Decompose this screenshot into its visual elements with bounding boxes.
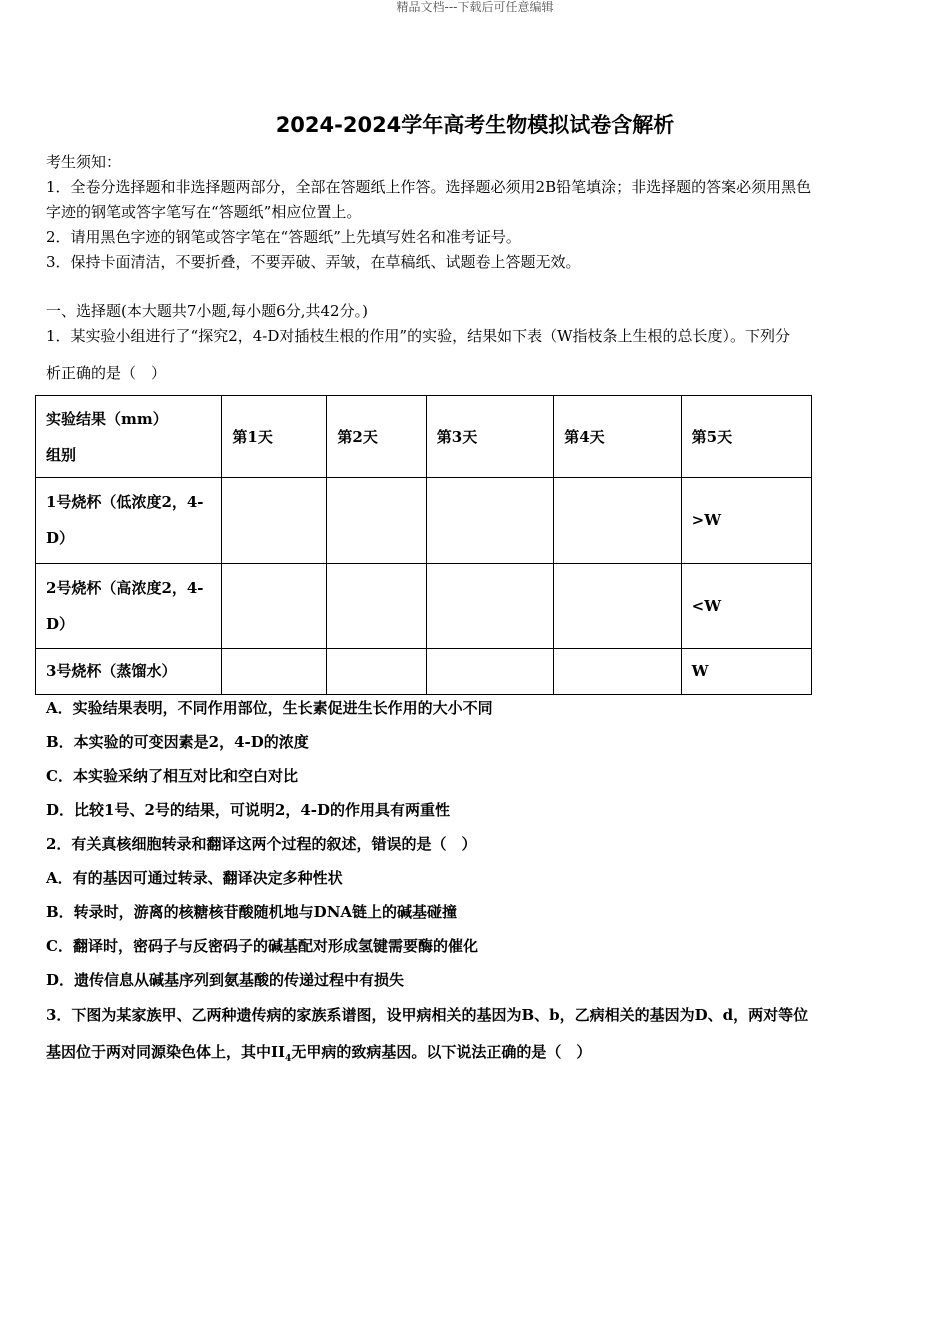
q3-text-post: 无甲病的致病基因。以下说法正确的是（ ） [291, 1043, 592, 1061]
question-2-option-a: A．有的基因可通过转录、翻译决定多种性状 [46, 869, 343, 887]
corner-top-label: 实验结果（mm） [46, 409, 168, 428]
notice-label: 考生须知： [46, 153, 122, 171]
question-2-option-c: C．翻译时，密码子与反密码子的碱基配对形成氢键需要酶的催化 [46, 937, 478, 955]
question-1-option-c: C．本实验采纳了相互对比和空白对比 [46, 767, 298, 785]
header-day-5: 第5天 [681, 396, 811, 478]
table-corner-cell [36, 396, 222, 478]
empty-cell [426, 648, 553, 694]
notice-item-1-continued: 字迹的钢笔或答字笔写在“答题纸”相应位置上。 [46, 203, 362, 221]
question-3-stem: 3．下图为某家族甲、乙两种遗传病的家族系谱图，设甲病相关的基因为B、b，乙病相关的基因为D、d，两对等位 [46, 1006, 809, 1024]
question-1-option-a: A．实验结果表明，不同作用部位，生长素促进生长作用的大小不同 [46, 699, 493, 717]
empty-cell [554, 648, 681, 694]
empty-cell [222, 648, 327, 694]
group-cell [36, 478, 222, 563]
question-2-option-b: B．转录时，游离的核糖核苷酸随机地与DNA链上的碱基碰撞 [46, 903, 458, 921]
question-2-option-d: D．遗传信息从碱基序列到氨基酸的传递过程中有损失 [46, 971, 405, 989]
group-label-continued: D） [46, 614, 75, 633]
group-label: 2号烧杯（高浓度2，4- [46, 578, 204, 597]
empty-cell [327, 648, 426, 694]
question-1-option-d: D．比较1号、2号的结果，可说明2，4-D的作用具有两重性 [46, 801, 450, 819]
q3-subscript: 4 [285, 1054, 292, 1064]
header-day-3: 第3天 [426, 396, 553, 478]
empty-cell [327, 563, 426, 648]
question-1-stem-continued: 析正确的是（ ） [46, 364, 167, 382]
page-title: 2024-2024学年高考生物模拟试卷含解析 [275, 113, 675, 137]
day5-value: <W [681, 563, 811, 648]
question-1-stem: 1．某实验小组进行了“探究2，4-D对插枝生根的作用”的实验，结果如下表（W指枝条上生根的总长度）。下列分 [46, 327, 790, 345]
empty-cell [554, 478, 681, 563]
question-3-stem-continued [46, 1041, 591, 1070]
empty-cell [426, 563, 553, 648]
notice-item-1: 1．全卷分选择题和非选择题两部分，全部在答题纸上作答。选择题必须用2B铅笔填涂；非选择题的答案必须用黑色 [46, 178, 812, 196]
corner-bottom-label: 组别 [46, 445, 77, 464]
notice-item-3: 3．保持卡面清洁，不要折叠，不要弄破、弄皱，在草稿纸、试题卷上答题无效。 [46, 253, 581, 271]
table-header-row [36, 396, 812, 478]
header-day-2: 第2天 [327, 396, 426, 478]
day5-value: >W [681, 478, 811, 563]
group-label: 1号烧杯（低浓度2，4- [46, 493, 204, 512]
section-title: 一、选择题(本大题共7小题,每小题6分,共42分。) [46, 302, 368, 320]
empty-cell [222, 478, 327, 563]
question-2-stem: 2．有关真核细胞转录和翻译这两个过程的叙述，错误的是（ ） [46, 835, 477, 853]
page-header-watermark: 精品文档---下载后可任意编辑 [396, 0, 554, 14]
q3-text-pre: 基因位于两对同源染色体上，其中II [46, 1043, 286, 1061]
empty-cell [222, 563, 327, 648]
day5-value: W [681, 648, 811, 694]
header-day-4: 第4天 [554, 396, 681, 478]
empty-cell [327, 478, 426, 563]
question-1-option-b: B．本实验的可变因素是2，4-D的浓度 [46, 733, 309, 751]
table-row [36, 563, 812, 648]
group-label: 3号烧杯（蒸馏水） [46, 662, 177, 681]
results-table [35, 395, 812, 695]
group-label-continued: D） [46, 529, 75, 548]
empty-cell [426, 478, 553, 563]
table-row [36, 648, 812, 694]
empty-cell [554, 563, 681, 648]
group-cell [36, 648, 222, 694]
group-cell [36, 563, 222, 648]
notice-item-2: 2．请用黑色字迹的钢笔或答字笔在“答题纸”上先填写姓名和准考证号。 [46, 228, 521, 246]
header-day-1: 第1天 [222, 396, 327, 478]
table-row [36, 478, 812, 563]
